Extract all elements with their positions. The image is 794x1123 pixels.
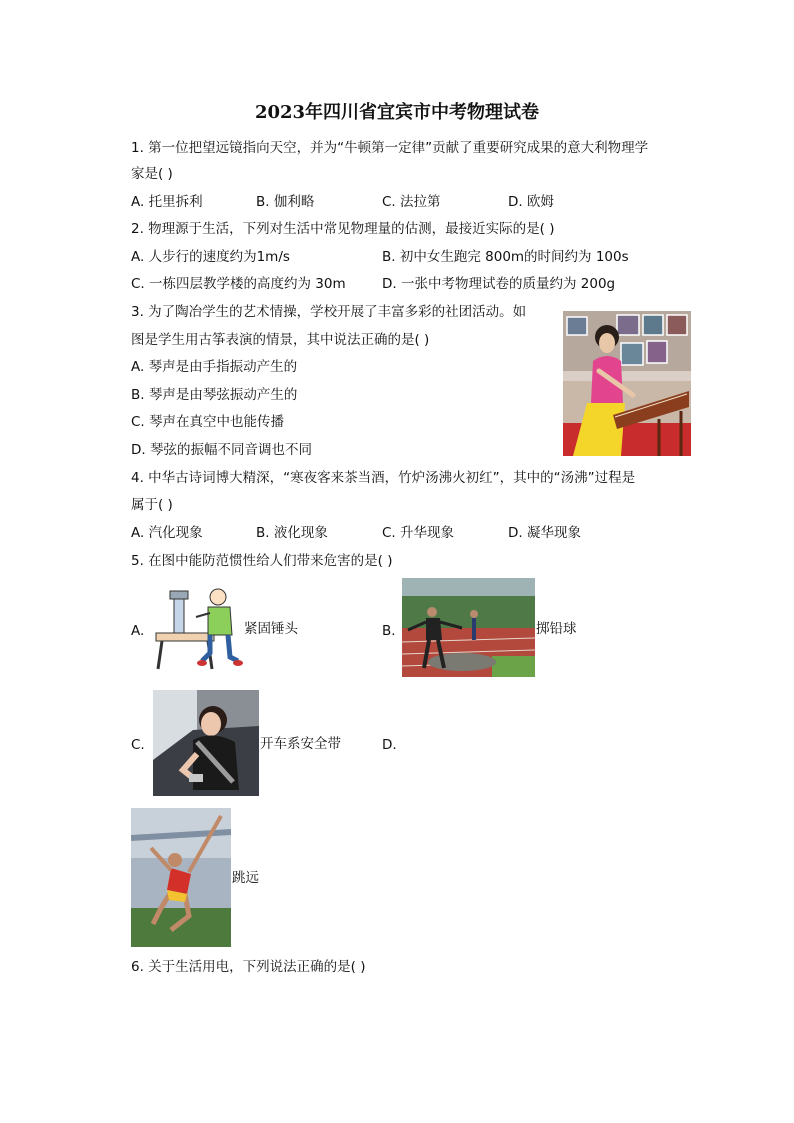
- question-2-text: 2. 物理源于生活，下列对生活中常见物理量的估测，最接近实际的是( ): [131, 221, 555, 237]
- q5-option-c-letter: C.: [131, 737, 145, 753]
- q4-option-b: B. 液化现象: [256, 525, 328, 541]
- exam-title: 2023年四川省宜宾市中考物理试卷: [254, 102, 540, 123]
- q5-option-a-letter: A.: [131, 623, 145, 639]
- q3-option-b: B. 琴声是由琴弦振动产生的: [131, 387, 298, 403]
- long-jump-photo: [131, 808, 231, 947]
- q3-option-c: C. 琴声在真空中也能传播: [131, 414, 285, 430]
- question-5-text: 5. 在图中能防范惯性给人们带来危害的是( ): [131, 553, 393, 569]
- shot-put-photo: [402, 578, 535, 677]
- q2-option-a: A. 人步行的速度约为1m/s: [131, 249, 290, 265]
- hammer-tightening-illustration: [150, 583, 243, 673]
- question-6-text: 6. 关于生活用电，下列说法正确的是( ): [131, 959, 366, 975]
- q2-option-d: D. 一张中考物理试卷的质量约为 200g: [382, 276, 616, 292]
- q3-option-d: D. 琴弦的振幅不同音调也不同: [131, 442, 312, 458]
- question-4-text: 4. 中华古诗词博大精深，“寒夜客来茶当酒，竹炉汤沸火初红”，其中的“汤沸”过程是: [131, 470, 636, 486]
- q4-option-d: D. 凝华现象: [508, 525, 581, 541]
- q2-option-c: C. 一栋四层教学楼的高度约为 30m: [131, 276, 346, 292]
- question-1-text-cont: 家是( ): [131, 166, 173, 182]
- q5-option-c-caption: 开车系安全带: [260, 736, 341, 752]
- q1-option-c: C. 法拉第: [382, 194, 441, 210]
- question-1-text: 1. 第一位把望远镜指向天空，并为“牛顿第一定律”贡献了重要研究成果的意大利物理学: [131, 140, 649, 156]
- question-4-text-cont: 属于( ): [131, 497, 173, 513]
- q5-option-b-letter: B.: [382, 623, 396, 639]
- q1-option-a: A. 托里拆利: [131, 194, 203, 210]
- q1-option-d: D. 欧姆: [508, 194, 554, 210]
- seatbelt-photo: [153, 690, 259, 796]
- q4-option-c: C. 升华现象: [382, 525, 455, 541]
- q5-option-b-caption: 掷铅球: [536, 621, 577, 637]
- q5-option-a-caption: 紧固锤头: [244, 621, 298, 637]
- q2-option-b: B. 初中女生跑完 800m的时间约为 100s: [382, 249, 629, 265]
- q1-option-b: B. 伽利略: [256, 194, 315, 210]
- q5-option-d-letter: D.: [382, 737, 397, 753]
- q4-option-a: A. 汽化现象: [131, 525, 203, 541]
- question-3-text-cont: 图是学生用古筝表演的情景，其中说法正确的是( ): [131, 332, 430, 348]
- q5-option-d-caption: 跳远: [232, 870, 259, 886]
- guzheng-photo: [563, 311, 691, 456]
- question-3-text: 3. 为了陶冶学生的艺术情操，学校开展了丰富多彩的社团活动。如: [131, 304, 527, 320]
- q3-option-a: A. 琴声是由手指振动产生的: [131, 359, 298, 375]
